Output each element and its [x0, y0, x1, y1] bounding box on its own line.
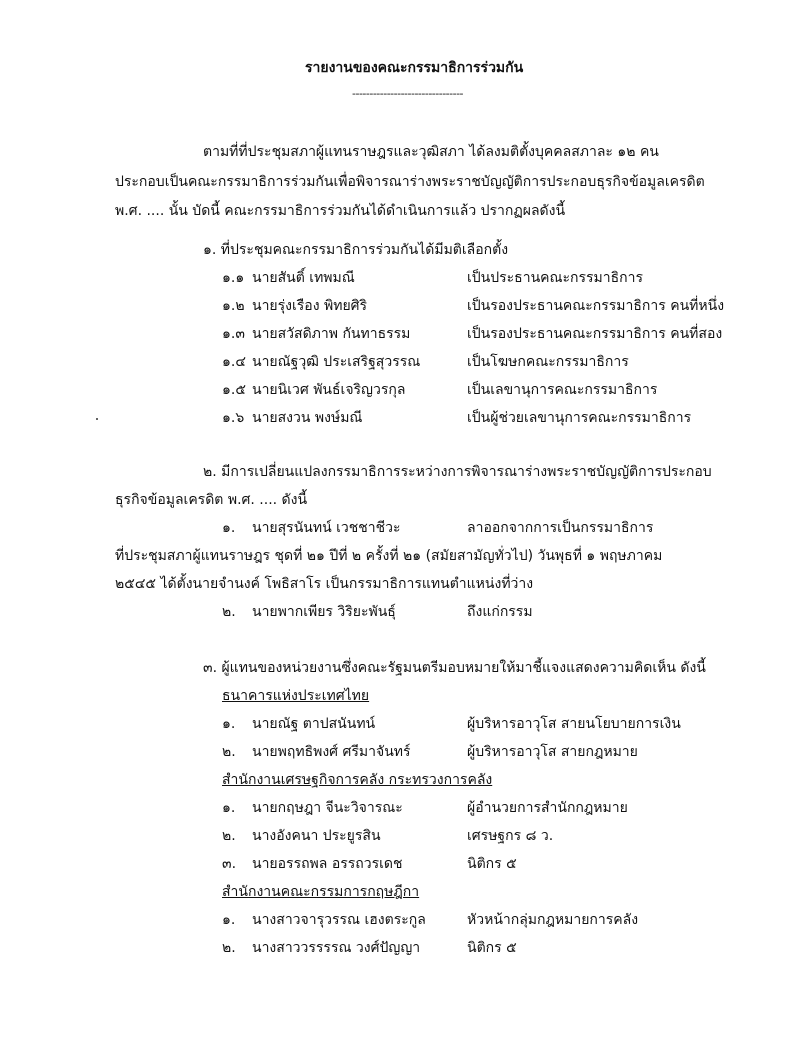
section-1-row-num: ๑.๔ [222, 354, 246, 370]
section-1-row-name: นายนิเวศ พันธ์เจริญวรกุล [252, 382, 406, 398]
agency-row-name: นางสาวจารุวรรณ เฮงตระกูล [252, 912, 426, 928]
agency-row-role: เศรษฐกร ๘ ว. [467, 828, 554, 844]
section-2-item-name: นายพากเพียร วิริยะพันธุ์ [252, 604, 396, 620]
agency-row-num: ๑. [222, 716, 236, 732]
section-1-row-role: เป็นเลขานุการคณะกรรมาธิการ [467, 382, 658, 398]
section-1-row-role: เป็นรองประธานคณะกรรมาธิการ คนที่สอง [467, 326, 723, 342]
section-1-row-role: เป็นผู้ช่วยเลขานุการคณะกรรมาธิการ [467, 410, 692, 426]
section-2-item-note: ลาออกจากการเป็นกรรมาธิการ [467, 520, 654, 536]
section-2-heading: ๒. มีการเปลี่ยนแปลงกรรมาธิการระหว่างการพิจารณาร่างพระราชบัญญัติการประกอบ [203, 464, 712, 480]
agency-row-name: นางสาววรรรรณ วงศ์ปัญญา [252, 940, 421, 956]
intro-line-2: ประกอบเป็นคณะกรรมาธิการร่วมกันเพื่อพิจารณาร่างพระราชบัญญัติการประกอบธุรกิจข้อมูลเครดิต [115, 174, 705, 190]
section-2-item-note: ถึงแก่กรรม [467, 604, 533, 620]
agency-row-num: ๓. [222, 856, 237, 872]
agency-row-num: ๒. [222, 828, 236, 844]
agency-heading: สำนักงานคณะกรรมการกฤษฎีกา [222, 884, 420, 900]
agency-row-num: ๑. [222, 800, 236, 816]
section-2-item-name: นายสุรนันทน์ เวชชาชีวะ [252, 520, 401, 536]
section-2-detail-line: ๒๕๔๕ ได้ตั้งนายจำนงค์ โพธิสาโร เป็นกรรมาธิการแทนตำแหน่งที่ว่าง [115, 576, 534, 592]
title-underline: -------------------------------- [352, 87, 464, 100]
agency-row-name: นายพฤทธิพงศ์ ศรีมาจันทร์ [252, 744, 411, 760]
section-1-row-name: นายรุ่งเรือง พิทยศิริ [252, 298, 368, 314]
section-1-row-role: เป็นรองประธานคณะกรรมาธิการ คนที่หนึ่ง [467, 298, 725, 314]
agency-row-role: นิติกร ๕ [467, 856, 517, 872]
section-1-row-name: นายสันติ์ เทพมณี [252, 270, 355, 286]
section-1-row-name: นายสวัสดิภาพ กันทาธรรม [252, 326, 411, 342]
intro-line-3: พ.ศ. .... นั้น บัดนี้ คณะกรรมาธิการร่วมกันได้ดำเนินการแล้ว ปรากฏผลดังนี้ [115, 203, 566, 219]
section-2-item-num: ๒. [222, 604, 236, 620]
agency-row-role: ผู้บริหารอาวุโส สายกฎหมาย [467, 744, 638, 760]
agency-row-name: นางอังคนา ประยูรสิน [252, 828, 381, 844]
agency-row-name: นายกฤษฎา จีนะวิจารณะ [252, 800, 403, 816]
section-1-row-role: เป็นประธานคณะกรรมาธิการ [467, 270, 644, 286]
section-2-detail-line: ที่ประชุมสภาผู้แทนราษฎร ชุดที่ ๒๑ ปีที่ ๒ ครั้งที่ ๒๑ (สมัยสามัญทั่วไป) วันพุธที่ ๑ พฤษภาคม [115, 548, 663, 564]
section-1-row-name: นายณัฐวุฒิ ประเสริฐสุวรรณ [252, 354, 421, 370]
agency-row-name: นายอรรถพล อรรถวรเดช [252, 856, 403, 872]
section-1-row-role: เป็นโฆษกคณะกรรมาธิการ [467, 354, 629, 370]
section-2-heading-cont: ธุรกิจข้อมูลเครดิต พ.ศ. .... ดังนี้ [115, 492, 308, 508]
agency-row-role: หัวหน้ากลุ่มกฎหมายการคลัง [467, 912, 639, 928]
agency-row-role: ผู้บริหารอาวุโส สายนโยบายการเงิน [467, 716, 681, 732]
section-1-row-name: นายสงวน พงษ์มณี [252, 410, 363, 426]
section-3-heading: ๓. ผู้แทนของหน่วยงานซึ่งคณะรัฐมนตรีมอบหมายให้มาชี้แจงแสดงความคิดเห็น ดังนี้ [203, 660, 706, 676]
agency-row-num: ๑. [222, 912, 236, 928]
intro-line-1: ตามที่ที่ประชุมสภาผู้แทนราษฎรและวุฒิสภา ได้ลงมติตั้งบุคคลสภาละ ๑๒ คน [203, 144, 659, 160]
section-1-row-num: ๑.๒ [222, 298, 245, 314]
agency-row-role: ผู้อำนวยการสำนักกฎหมาย [467, 800, 628, 816]
document-title: รายงานของคณะกรรมาธิการร่วมกัน [305, 60, 524, 76]
agency-heading: สำนักงานเศรษฐกิจการคลัง กระทรวงการคลัง [222, 772, 493, 788]
section-2-item-num: ๑. [222, 520, 236, 536]
section-1-heading: ๑. ที่ประชุมคณะกรรมาธิการร่วมกันได้มีมติเลือกตั้ง [203, 242, 509, 258]
section-1-row-num: ๑.๖ [222, 410, 245, 426]
scan-speck [96, 418, 98, 420]
agency-row-num: ๒. [222, 940, 236, 956]
agency-heading: ธนาคารแห่งประเทศไทย [222, 688, 370, 704]
agency-row-role: นิติกร ๕ [467, 940, 517, 956]
section-1-row-num: ๑.๓ [222, 326, 245, 342]
agency-row-num: ๒. [222, 744, 236, 760]
section-1-row-num: ๑.๑ [222, 270, 245, 286]
agency-row-name: นายณัฐ ตาปสนันทน์ [252, 716, 376, 732]
section-1-row-num: ๑.๕ [222, 382, 246, 398]
